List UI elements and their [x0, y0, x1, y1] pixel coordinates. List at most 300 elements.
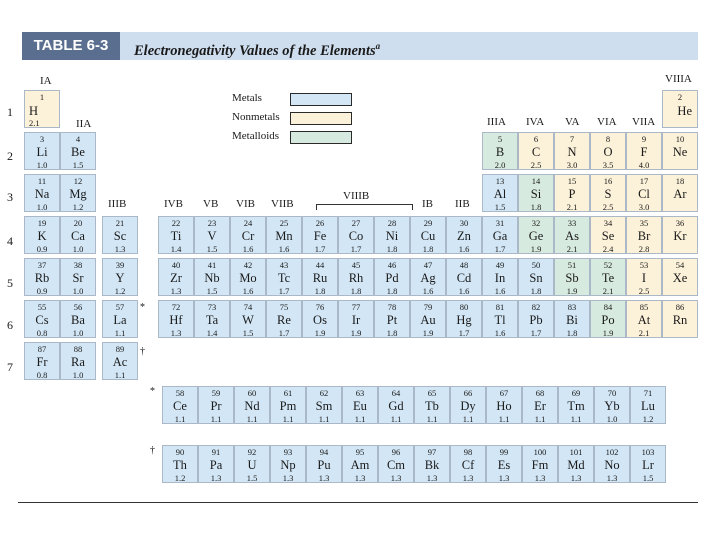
element-cell-zn [446, 216, 482, 254]
atomic-number: 41 [207, 260, 217, 270]
element-cell-ti [158, 216, 194, 254]
element-symbol: Co [348, 229, 364, 243]
atomic-number: 38 [73, 260, 83, 270]
element-cell-dy [450, 386, 486, 424]
electronegativity-value: 1.6 [278, 244, 290, 254]
element-symbol: Dy [460, 399, 476, 413]
element-cell-lr [630, 445, 666, 483]
atomic-number: 25 [279, 218, 289, 228]
electronegativity-value: 1.9 [530, 244, 542, 254]
electronegativity-value: 1.0 [72, 286, 84, 296]
atomic-number: 16 [603, 176, 613, 186]
atomic-number: 6 [533, 134, 539, 144]
element-cell-ar [662, 174, 698, 212]
atomic-number: 70 [607, 388, 617, 398]
element-symbol: H [29, 104, 39, 118]
atomic-number: 24 [243, 218, 253, 228]
electronegativity-value: 1.9 [602, 328, 614, 338]
electronegativity-value: 2.0 [494, 160, 506, 170]
element-cell-n [554, 132, 590, 170]
element-symbol: Rh [348, 271, 364, 285]
electronegativity-value: 1.6 [494, 328, 506, 338]
group-label-viiia: VIIIA [665, 73, 692, 85]
element-cell-na [24, 174, 60, 212]
electronegativity-value: 1.4 [170, 244, 182, 254]
element-cell-cm [378, 445, 414, 483]
atomic-number: 13 [495, 176, 505, 186]
electronegativity-value: 1.3 [170, 286, 182, 296]
element-symbol: Cu [420, 229, 436, 243]
element-symbol: He [677, 104, 692, 118]
element-symbol: Es [497, 458, 511, 472]
atomic-number: 97 [427, 447, 437, 457]
element-cell-au [410, 300, 446, 338]
electronegativity-value: 1.8 [386, 328, 398, 338]
element-symbol: Na [34, 187, 50, 201]
element-cell-ag [410, 258, 446, 296]
electronegativity-value: 1.1 [114, 328, 126, 338]
atomic-number: 81 [495, 302, 505, 312]
electronegativity-value: 1.7 [278, 328, 290, 338]
electronegativity-value: 1.9 [314, 328, 326, 338]
atomic-number: 37 [37, 260, 47, 270]
electronegativity-value: 1.5 [242, 328, 254, 338]
electronegativity-value: 1.3 [114, 244, 126, 254]
table-title [134, 32, 380, 60]
atomic-number: 34 [603, 218, 613, 228]
element-symbol: Pm [279, 399, 297, 413]
legend-nonmetals-swatch [290, 112, 352, 125]
element-symbol: Y [115, 271, 125, 285]
element-symbol: Fm [531, 458, 549, 472]
electronegativity-value: 1.3 [462, 473, 474, 483]
element-cell-bi [554, 300, 590, 338]
legend-metals-label: Metals [232, 92, 262, 104]
electronegativity-value: 2.1 [566, 202, 578, 212]
atomic-number: 101 [569, 447, 583, 457]
element-symbol: Rn [672, 313, 688, 327]
element-symbol: No [604, 458, 620, 472]
element-cell-sb [554, 258, 590, 296]
element-symbol: Fe [313, 229, 327, 243]
electronegativity-value: 3.0 [638, 202, 650, 212]
element-cell-gd [378, 386, 414, 424]
electronegativity-value: 1.8 [386, 244, 398, 254]
period-label-5: 5 [7, 276, 13, 290]
electronegativity-value: 2.1 [566, 244, 578, 254]
element-symbol: Er [534, 399, 546, 413]
atomic-number: 71 [643, 388, 653, 398]
atomic-number: 22 [171, 218, 181, 228]
element-cell-as [554, 216, 590, 254]
atomic-number: 3 [39, 134, 45, 144]
atomic-number: 87 [37, 344, 47, 354]
element-symbol: Tb [425, 399, 439, 413]
element-cell-ac [102, 342, 138, 380]
element-symbol: N [567, 145, 577, 159]
element-symbol: Pb [529, 313, 543, 327]
atomic-number: 44 [315, 260, 325, 270]
element-symbol: Kr [673, 229, 687, 243]
element-symbol: Br [637, 229, 651, 243]
atomic-number: 103 [641, 447, 655, 457]
element-symbol: Eu [353, 399, 367, 413]
atomic-number: 100 [533, 447, 547, 457]
electronegativity-value: 1.6 [458, 244, 470, 254]
element-cell-li [24, 132, 60, 170]
atomic-number: 91 [211, 447, 221, 457]
electronegativity-value: 1.1 [390, 414, 402, 424]
element-cell-sm [306, 386, 342, 424]
legend-metalloids-swatch [290, 131, 352, 144]
electronegativity-value: 1.8 [422, 244, 434, 254]
element-symbol: Cr [241, 229, 255, 243]
element-symbol: Li [36, 145, 48, 159]
table-title-text: Electronegativity Values of the Elements [134, 42, 376, 59]
element-symbol: O [603, 145, 613, 159]
electronegativity-value: 1.6 [494, 286, 506, 296]
atomic-number: 28 [387, 218, 397, 228]
electronegativity-value: 1.8 [386, 286, 398, 296]
element-cell-ga [482, 216, 518, 254]
electronegativity-value: 1.8 [314, 286, 326, 296]
element-cell-co [338, 216, 374, 254]
atomic-number: 15 [567, 176, 577, 186]
atomic-number: 10 [675, 134, 685, 144]
electronegativity-value: 1.5 [206, 244, 218, 254]
element-cell-md [558, 445, 594, 483]
electronegativity-value: 1.8 [566, 328, 578, 338]
element-symbol: Cm [386, 458, 406, 472]
element-cell-be [60, 132, 96, 170]
element-cell-mg [60, 174, 96, 212]
group-label-vib: VIB [236, 198, 255, 210]
element-cell-lu [630, 386, 666, 424]
atomic-number: 96 [391, 447, 401, 457]
element-symbol: Pd [385, 271, 399, 285]
element-symbol: Xe [672, 271, 688, 285]
element-cell-cu [410, 216, 446, 254]
element-cell-ru [302, 258, 338, 296]
electronegativity-value: 1.7 [494, 244, 506, 254]
element-symbol: P [568, 187, 576, 201]
element-symbol: Ce [173, 399, 187, 413]
element-symbol: Lu [641, 399, 655, 413]
element-symbol: At [637, 313, 651, 327]
element-symbol: Ar [673, 187, 687, 201]
element-cell-he [662, 90, 698, 128]
atomic-number: 76 [315, 302, 325, 312]
electronegativity-value: 1.0 [72, 328, 84, 338]
electronegativity-value: 1.3 [170, 328, 182, 338]
electronegativity-value: 4.0 [638, 160, 650, 170]
element-cell-c [518, 132, 554, 170]
element-symbol: I [641, 271, 647, 285]
atomic-number: 92 [247, 447, 257, 457]
electronegativity-value: 1.6 [242, 286, 254, 296]
period-label-6: 6 [7, 318, 13, 332]
atomic-number: 35 [639, 218, 649, 228]
atomic-number: 27 [351, 218, 361, 228]
electronegativity-value: 1.1 [570, 414, 582, 424]
element-cell-o [590, 132, 626, 170]
atomic-number: 63 [355, 388, 365, 398]
element-symbol: U [247, 458, 257, 472]
element-symbol: Pa [209, 458, 223, 472]
element-cell-v [194, 216, 230, 254]
electronegativity-value: 1.1 [210, 414, 222, 424]
electronegativity-value: 1.1 [174, 414, 186, 424]
period-label-1: 1 [7, 105, 13, 119]
atomic-number: 40 [171, 260, 181, 270]
element-symbol: Np [280, 458, 296, 472]
element-cell-cl [626, 174, 662, 212]
atomic-number: 7 [569, 134, 575, 144]
atomic-number: 64 [391, 388, 401, 398]
atomic-number: 51 [567, 260, 577, 270]
atomic-number: 52 [603, 260, 613, 270]
atomic-number: 55 [37, 302, 47, 312]
element-cell-ce [162, 386, 198, 424]
electronegativity-value: 1.2 [72, 202, 84, 212]
element-symbol: Sb [565, 271, 579, 285]
element-symbol: Gd [388, 399, 404, 413]
atomic-number: 1 [39, 92, 45, 102]
element-cell-tb [414, 386, 450, 424]
bottom-rule [18, 502, 698, 503]
element-cell-sn [518, 258, 554, 296]
atomic-number: 102 [605, 447, 619, 457]
atomic-number: 94 [319, 447, 329, 457]
element-symbol: Pt [386, 313, 398, 327]
element-symbol: Ir [351, 313, 361, 327]
electronegativity-value: 2.8 [638, 244, 650, 254]
lanthanide-marker-row: * [150, 386, 155, 397]
table-header [22, 32, 698, 60]
electronegativity-value: 1.1 [354, 414, 366, 424]
group-viiib-bracket-right [412, 204, 413, 210]
atomic-number: 48 [459, 260, 469, 270]
atomic-number: 60 [247, 388, 257, 398]
electronegativity-value: 0.8 [36, 370, 48, 380]
element-cell-s [590, 174, 626, 212]
element-symbol: Fr [36, 355, 48, 369]
group-label-ia: IA [40, 75, 52, 87]
atomic-number: 83 [567, 302, 577, 312]
atomic-number: 67 [499, 388, 509, 398]
electronegativity-value: 1.1 [282, 414, 294, 424]
element-cell-hf [158, 300, 194, 338]
electronegativity-value: 1.0 [36, 160, 48, 170]
element-cell-th [162, 445, 198, 483]
element-symbol: Tl [494, 313, 506, 327]
element-symbol: Ga [492, 229, 508, 243]
element-symbol: Be [71, 145, 85, 159]
electronegativity-value: 1.1 [462, 414, 474, 424]
group-label-via: VIA [597, 116, 617, 128]
element-cell-ne [662, 132, 698, 170]
electronegativity-value: 1.0 [72, 244, 84, 254]
atomic-number: 29 [423, 218, 433, 228]
element-symbol: Mg [69, 187, 87, 201]
atomic-number: 19 [37, 218, 47, 228]
element-symbol: K [37, 229, 47, 243]
element-cell-ni [374, 216, 410, 254]
period-label-3: 3 [7, 190, 13, 204]
electronegativity-value: 2.5 [638, 286, 650, 296]
element-symbol: Si [530, 187, 542, 201]
element-cell-pt [374, 300, 410, 338]
electronegativity-value: 0.8 [36, 328, 48, 338]
element-cell-nb [194, 258, 230, 296]
element-symbol: Lr [642, 458, 654, 472]
electronegativity-value: 1.5 [494, 202, 506, 212]
atomic-number: 89 [115, 344, 125, 354]
element-symbol: Tc [277, 271, 291, 285]
element-cell-xe [662, 258, 698, 296]
element-symbol: Cl [638, 187, 650, 201]
element-symbol: Ti [170, 229, 182, 243]
element-cell-os [302, 300, 338, 338]
electronegativity-value: 2.5 [530, 160, 542, 170]
element-cell-k [24, 216, 60, 254]
atomic-number: 73 [207, 302, 217, 312]
atomic-number: 78 [387, 302, 397, 312]
element-cell-p [554, 174, 590, 212]
group-label-ib: IB [422, 198, 433, 210]
atomic-number: 75 [279, 302, 289, 312]
group-label-iva: IVA [526, 116, 545, 128]
element-symbol: Ra [71, 355, 85, 369]
element-symbol: Re [277, 313, 291, 327]
element-cell-rn [662, 300, 698, 338]
element-cell-pb [518, 300, 554, 338]
electronegativity-value: 0.9 [36, 244, 48, 254]
atomic-number: 18 [675, 176, 685, 186]
electronegativity-value: 1.1 [534, 414, 546, 424]
element-symbol: S [604, 187, 612, 201]
electronegativity-value: 1.0 [36, 202, 48, 212]
element-symbol: Ag [420, 271, 436, 285]
element-cell-ra [60, 342, 96, 380]
element-cell-no [594, 445, 630, 483]
element-symbol: F [640, 145, 648, 159]
atomic-number: 84 [603, 302, 613, 312]
electronegativity-value: 2.5 [602, 202, 614, 212]
element-symbol: Md [567, 458, 585, 472]
table-label: TABLE 6-3 [22, 32, 120, 60]
atomic-number: 85 [639, 302, 649, 312]
element-cell-f [626, 132, 662, 170]
element-cell-i [626, 258, 662, 296]
atomic-number: 66 [463, 388, 473, 398]
element-symbol: Cd [456, 271, 472, 285]
atomic-number: 21 [115, 218, 125, 228]
electronegativity-value: 1.2 [114, 286, 126, 296]
element-cell-b [482, 132, 518, 170]
electronegativity-value: 1.9 [422, 328, 434, 338]
electronegativity-value: 1.6 [458, 286, 470, 296]
element-symbol: Ge [528, 229, 544, 243]
legend-metalloids-label: Metalloids [232, 130, 280, 142]
element-cell-eu [342, 386, 378, 424]
element-symbol: Ho [496, 399, 512, 413]
electronegativity-value: 1.2 [642, 414, 654, 424]
atomic-number: 50 [531, 260, 541, 270]
element-cell-pd [374, 258, 410, 296]
atomic-number: 74 [243, 302, 253, 312]
group-label-viib: VIIB [271, 198, 294, 210]
electronegativity-value: 1.3 [426, 473, 438, 483]
group-label-iia: IIA [76, 118, 92, 130]
element-symbol: Os [313, 313, 327, 327]
element-symbol: Ta [205, 313, 219, 327]
element-cell-rb [24, 258, 60, 296]
element-symbol: Po [601, 313, 615, 327]
electronegativity-value: 1.8 [530, 286, 542, 296]
atomic-number: 77 [351, 302, 361, 312]
element-cell-pu [306, 445, 342, 483]
atomic-number: 80 [459, 302, 469, 312]
electronegativity-value: 1.5 [72, 160, 84, 170]
element-symbol: Sc [113, 229, 127, 243]
element-cell-sc [102, 216, 138, 254]
atomic-number: 32 [531, 218, 541, 228]
atomic-number: 12 [73, 176, 83, 186]
element-cell-cs [24, 300, 60, 338]
element-cell-pm [270, 386, 306, 424]
element-cell-u [234, 445, 270, 483]
element-symbol: Ne [672, 145, 688, 159]
electronegativity-value: 3.5 [602, 160, 614, 170]
element-symbol: Ac [112, 355, 128, 369]
element-symbol: W [242, 313, 254, 327]
atomic-number: 59 [211, 388, 221, 398]
actinide-marker-table: † [140, 346, 145, 357]
element-symbol: Au [420, 313, 436, 327]
element-cell-te [590, 258, 626, 296]
atomic-number: 99 [499, 447, 509, 457]
atomic-number: 57 [115, 302, 125, 312]
element-symbol: Al [493, 187, 507, 201]
element-cell-cd [446, 258, 482, 296]
element-symbol: Sm [315, 399, 333, 413]
element-cell-ba [60, 300, 96, 338]
electronegativity-value: 1.0 [606, 414, 618, 424]
electronegativity-value: 1.8 [350, 286, 362, 296]
element-symbol: Sr [72, 271, 84, 285]
atomic-number: 90 [175, 447, 185, 457]
group-viiib-bracket-left [316, 204, 317, 210]
atomic-number: 42 [243, 260, 253, 270]
element-symbol: Cf [461, 458, 475, 472]
element-cell-po [590, 300, 626, 338]
group-label-viiib: VIIIB [343, 190, 370, 202]
group-label-iiib: IIIB [108, 198, 127, 210]
element-symbol: B [495, 145, 505, 159]
legend-nonmetals-label: Nonmetals [232, 111, 280, 123]
electronegativity-value: 1.1 [318, 414, 330, 424]
group-label-iib: IIB [455, 198, 470, 210]
element-symbol: Yb [604, 399, 620, 413]
electronegativity-value: 1.9 [350, 328, 362, 338]
electronegativity-value: 1.7 [530, 328, 542, 338]
electronegativity-value: 1.3 [606, 473, 618, 483]
element-cell-pa [198, 445, 234, 483]
element-symbol: Nb [204, 271, 220, 285]
atomic-number: 61 [283, 388, 293, 398]
atomic-number: 47 [423, 260, 433, 270]
